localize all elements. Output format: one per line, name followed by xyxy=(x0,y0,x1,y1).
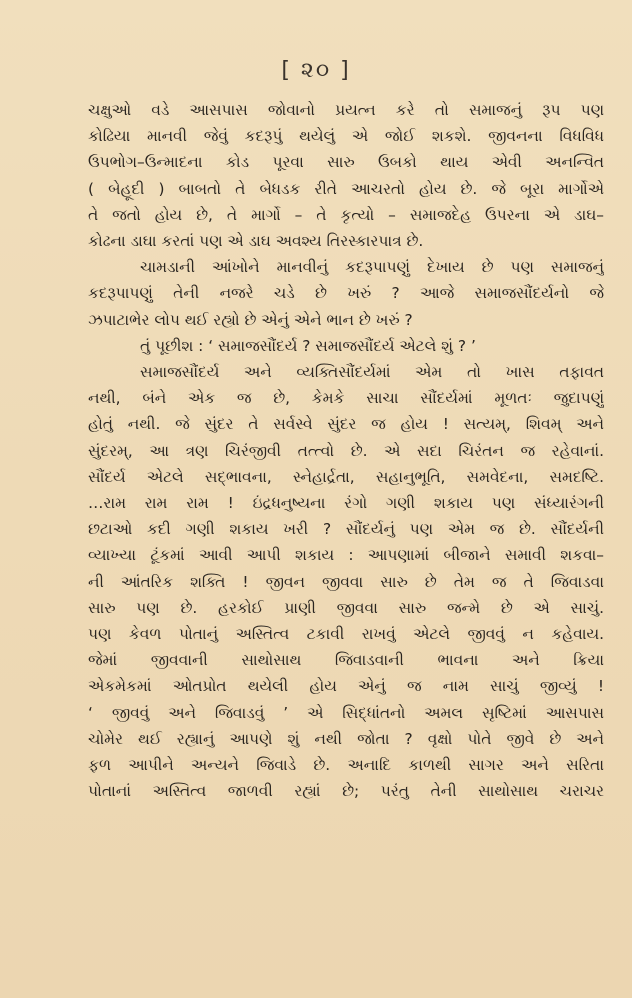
text-line: કોઢિયા માનવી જેવું કદરૂપું થયેલું એ જોઈ શકશે. જીવનના વિધવિધ xyxy=(88,127,604,146)
text-line: સમાજસૌંદર્ય અને વ્યક્તિસૌંદર્યમાં એમ તો ખાસ તફાવત xyxy=(140,363,604,382)
text-line: ચામડાની આંખોને માનવીનું કદરૂપાપણું દેખાય છે પણ સમાજનું xyxy=(140,258,604,277)
text-line: વ્યાખ્યા ટૂંકમાં આવી આપી શકાય : આપણામાં બીજાને સમાવી શકવા– xyxy=(88,546,604,565)
text-line: ની આંતરિક શક્તિ ! જીવન જીવવા સારુ છે તેમ જ તે જિવાડવા xyxy=(88,572,604,591)
text-line: કદરૂપાપણું તેની નજરે ચડે છે ખરું ? આજે સમાજસૌંદર્યનો જે xyxy=(88,284,604,303)
text-line: …રામ રામ રામ ! ઇંદ્રધનુષ્યના રંગો ગણી શકાય પણ સંધ્યારંગની xyxy=(88,494,604,513)
text-line: ઝપાટાભેર લોપ થઈ રહ્યો છે એનું એને ભાન છે ખરું ? xyxy=(88,310,413,329)
text-line: કોઢના ડાઘા કરતાં પણ એ ડાઘ અવશ્ય તિરસ્કારપાત્ર છે. xyxy=(88,232,424,251)
paragraph xyxy=(88,333,604,359)
text-line: સૌંદર્ય એટલે સદ્ભાવના, સ્નેહાર્દ્રતા, સહાનુભૂતિ, સમવેદના, સમદષ્ટિ. xyxy=(88,467,604,486)
text-line: પોતાનાં અસ્તિત્વ જાળવી રહ્યાં છે; પરંતુ તેની સાથોસાથ ચરાચર xyxy=(88,782,604,801)
text-line: તું પૂછીશ : ‘ સમાજસૌંદર્ય ? સમાજસૌંદર્ય એટલે શું ? ’ xyxy=(140,336,476,355)
page-number: [ ૨૦ ] xyxy=(281,58,351,83)
text-line: ‘ જીવવું અને જિવાડવું ’ એ સિદ્ધાંતનો અમલ સૃષ્ટિમાં આસપાસ xyxy=(88,703,604,722)
body-text xyxy=(88,97,604,804)
text-line: સુંદરમ્, આ ત્રણ ચિરંજીવી તત્ત્વો છે. એ સદા ચિરંતન જ રહેવાનાં. xyxy=(88,441,604,460)
text-line: તે જતો હોય છે, તે માર્ગો – તે કૃત્યો – સમાજદેહ ઉપરના એ ડાઘ– xyxy=(88,205,604,224)
text-line: ઉપભોગ–ઉન્માદના કોડ પૂરવા સારુ ઉબકો થાય એવી અનન્વિત xyxy=(88,153,604,172)
text-line: એકમેકમાં ઓતપ્રોત થયેલી હોય એનું જ નામ સાચું જીવ્યું ! xyxy=(88,677,604,696)
text-line: ( બેહૂદી ) બાબતો તે બેધડક રીતે આચરતો હોય છે. જે બૂરા માર્ગોએ xyxy=(88,179,604,198)
paragraph xyxy=(88,254,604,333)
paragraph xyxy=(88,359,604,804)
text-line: હોતું નથી. જે સુંદર તે સર્વસ્વે સુંદર જ હોય ! સત્યમ્, શિવમ્ અને xyxy=(88,415,604,434)
text-line: ફળ આપીને અન્યને જિવાડે છે. અનાદિ કાળથી સાગર અને સરિતા xyxy=(88,756,604,775)
text-line: છટાઓ કદી ગણી શકાય ખરી ? સૌંદર્યનું પણ એમ જ છે. સૌંદર્યની xyxy=(88,520,604,539)
text-line: ચોમેર થઈ રહ્યાનું આપણે શું નથી જોતા ? વૃક્ષો પોતે જીવે છે અને xyxy=(88,729,604,748)
paragraph xyxy=(88,97,604,254)
text-line: જેમાં જીવવાની સાથોસાથ જિવાડવાની ભાવના અને ક્રિયા xyxy=(88,651,604,670)
text-line: નથી, બંને એક જ છે, કેમકે સાચા સૌંદર્યમાં મૂળતઃ જુદાપણું xyxy=(88,389,604,408)
text-line: સારુ પણ છે. હરકોઈ પ્રાણી જીવવા સારુ જન્મે છે એ સાચું. xyxy=(88,598,604,617)
text-line: ચક્ષુઓ વડે આસપાસ જોવાનો પ્રયત્ન કરે તો સમાજનું રૂપ પણ xyxy=(88,101,604,119)
text-line: પણ કેવળ પોતાનું અસ્તિત્વ ટકાવી રાખવું એટલે જીવવું ન કહેવાય. xyxy=(88,625,604,644)
